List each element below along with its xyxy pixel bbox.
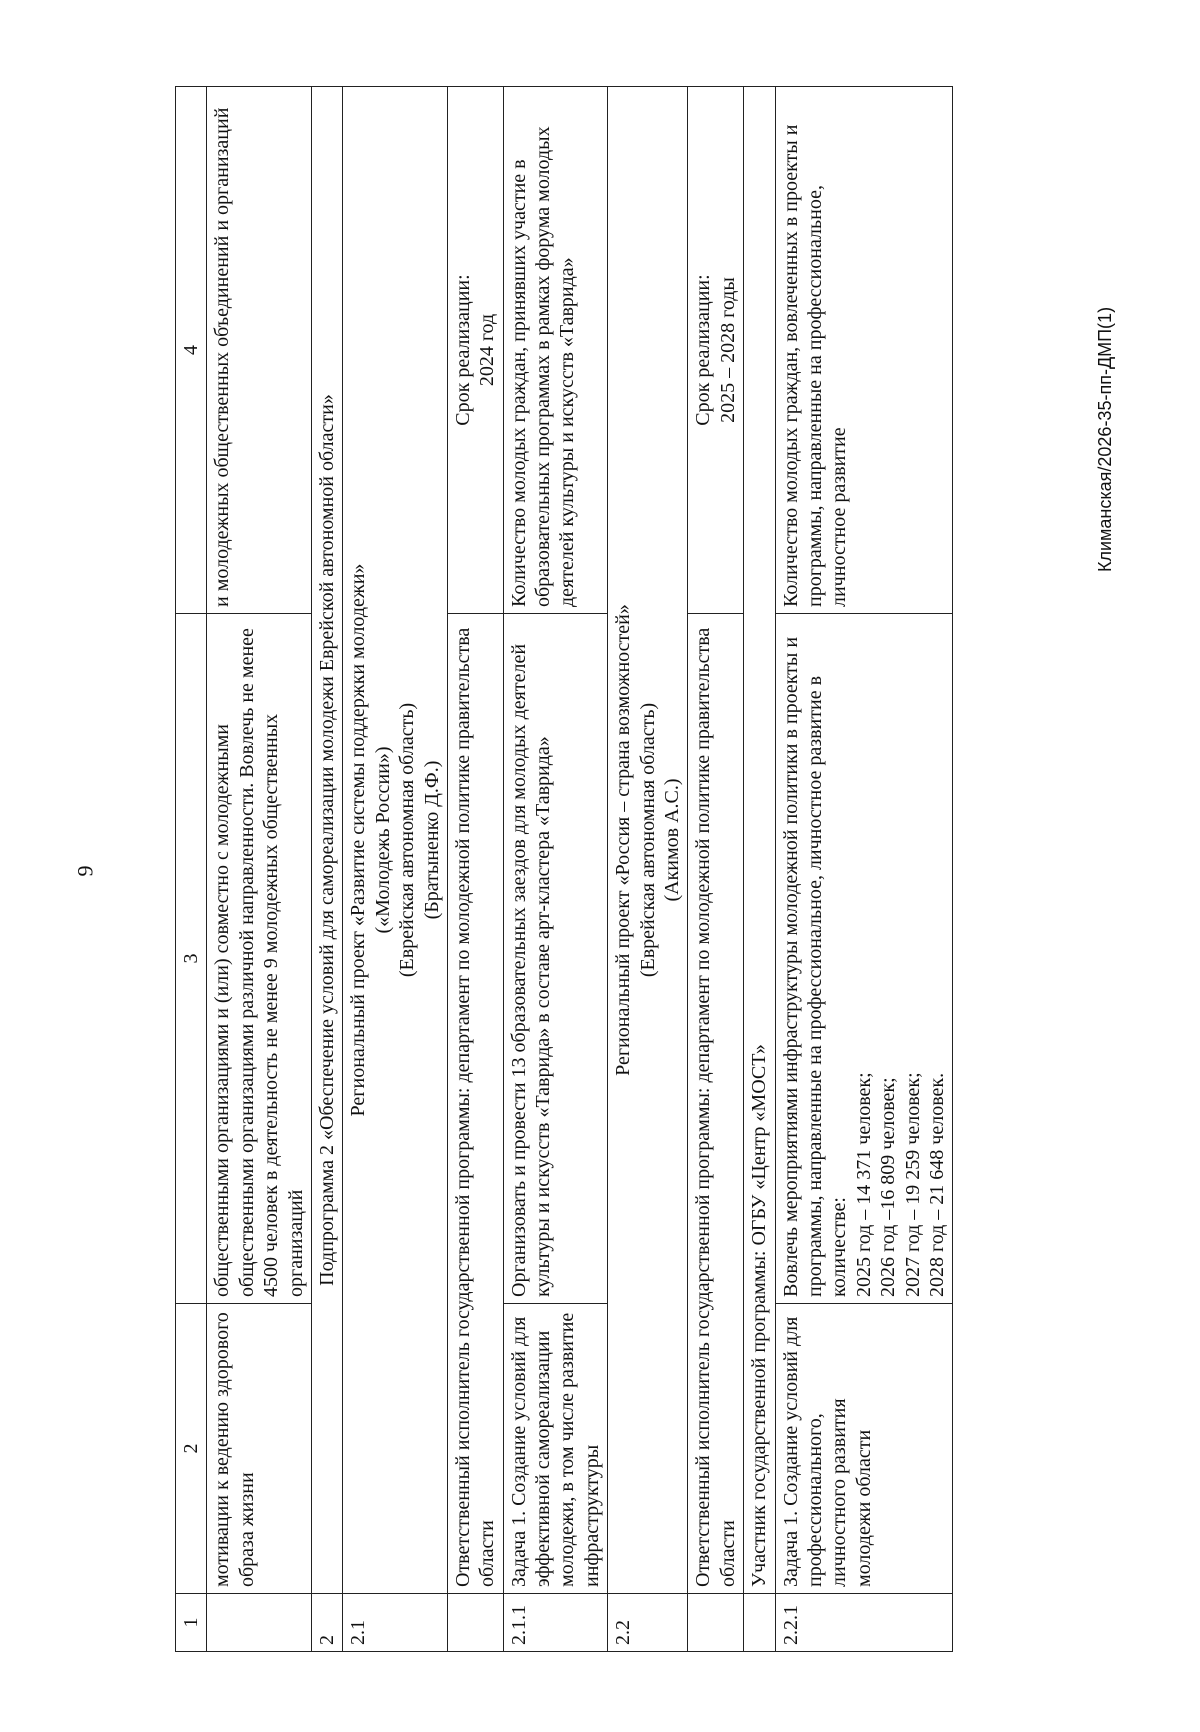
row-number-cell: 2 (311, 1594, 342, 1652)
row-number-cell: 2.2 (608, 1594, 688, 1652)
responsible-row (447, 87, 503, 1652)
program-participant: Участник государственной программы: ОГБУ «Центр «МОСТ» (744, 87, 775, 1594)
subprogram-title: Подпрограмма 2 «Обеспечение условий для самореализации молодежи Еврейской автономной области» (311, 87, 342, 1594)
term-cell (447, 87, 503, 614)
table-row (207, 87, 312, 1652)
measure-year-2026: 2026 год –16 809 человек; (877, 1077, 900, 1297)
indicator-cell: Количество молодых граждан, вовлеченных в проекты и программы, направленные на профессиональное, личностное развитие (775, 87, 953, 614)
term-label: Срок реализации: (451, 274, 474, 426)
page-number: 9 (72, 865, 98, 877)
measure-cell: Организовать и провести 13 образовательных заездов для молодых деятелей культуры и искусств «Таврида» в составе арт-кластера «Таврида» (503, 614, 608, 1304)
program-table (175, 86, 953, 1652)
table-row (775, 87, 953, 1652)
header-col-1: 1 (176, 1594, 207, 1652)
term-value: 2024 год (476, 313, 499, 387)
task-cell: Задача 1. Создание условий для профессионального, личностного развития молодежи области (775, 1304, 953, 1594)
project-name: Региональный проект «Развитие системы поддержки молодежи» (347, 563, 370, 1117)
indicator-cell: и молодежных общественных объединений и организаций (207, 87, 312, 614)
project-row (608, 87, 688, 1652)
header-col-2: 2 (176, 1304, 207, 1594)
project-lead: (Братыненко Д.Ф.) (420, 760, 443, 920)
term-label: Срок реализации: (692, 274, 715, 426)
project-title (608, 87, 688, 1594)
row-number-cell (207, 1594, 312, 1652)
measure-year-2027: 2027 год – 19 259 человек; (901, 1072, 924, 1297)
term-cell (688, 87, 744, 614)
measure-cell (775, 614, 953, 1304)
task-cell: мотивации к ведению здорового образа жизни (207, 1304, 312, 1594)
responsible-executor: Ответственный исполнитель государственной программы: департамент по молодежной политике правительства области (688, 614, 744, 1594)
measure-intro: Вовлечь мероприятиями инфраструктуры молодежной политики в проекты и программы, направленные на профессиональное, личностное развитие в количестве: (779, 636, 851, 1297)
project-name: Региональный проект «Россия – страна возможностей» (612, 604, 635, 1076)
document-code: Климанская/2026-35-пп-ДМП(1) (1095, 306, 1115, 572)
row-number-cell: 2.1.1 (503, 1594, 608, 1652)
header-col-4: 4 (176, 87, 207, 614)
project-federal: («Молодежь России») (371, 746, 394, 934)
participant-row (744, 87, 775, 1652)
subprogram-row (311, 87, 342, 1652)
row-number-cell: 2.2.1 (775, 1594, 953, 1652)
project-region: (Еврейская автономная область) (636, 702, 659, 978)
project-lead: (Акимов А.С.) (661, 778, 684, 902)
responsible-row (688, 87, 744, 1652)
project-region: (Еврейская автономная область) (396, 702, 419, 978)
row-number-cell: 2.1 (343, 1594, 448, 1652)
project-row (343, 87, 448, 1652)
task-cell: Задача 1. Создание условий для эффективной самореализации молодежи, в том числе развитие инфраструктуры (503, 1304, 608, 1594)
indicator-cell: Количество молодых граждан, принявших участие в образовательных программах в рамках форума молодых деятелей культуры и искусств «Таврида» (503, 87, 608, 614)
table-row (503, 87, 608, 1652)
project-title (343, 87, 448, 1594)
measure-year-2028: 2028 год – 21 648 человек. (925, 1072, 948, 1297)
header-row (176, 87, 207, 1652)
row-number-cell (744, 1594, 775, 1652)
row-number-cell (688, 1594, 744, 1652)
responsible-executor: Ответственный исполнитель государственной программы: департамент по молодежной политике правительства области (447, 614, 503, 1594)
header-col-3: 3 (176, 614, 207, 1304)
measure-year-2025: 2025 год – 14 371 человек; (852, 1072, 875, 1297)
row-number-cell (447, 1594, 503, 1652)
measure-cell: общественными организациями и (или) совместно с молодежными общественными организациями различной направленности. Вовлечь не менее 4500 человек в деятельность не менее 9 молодежных общественных организаций (207, 614, 312, 1304)
term-value: 2025 – 2028 годы (716, 277, 739, 423)
